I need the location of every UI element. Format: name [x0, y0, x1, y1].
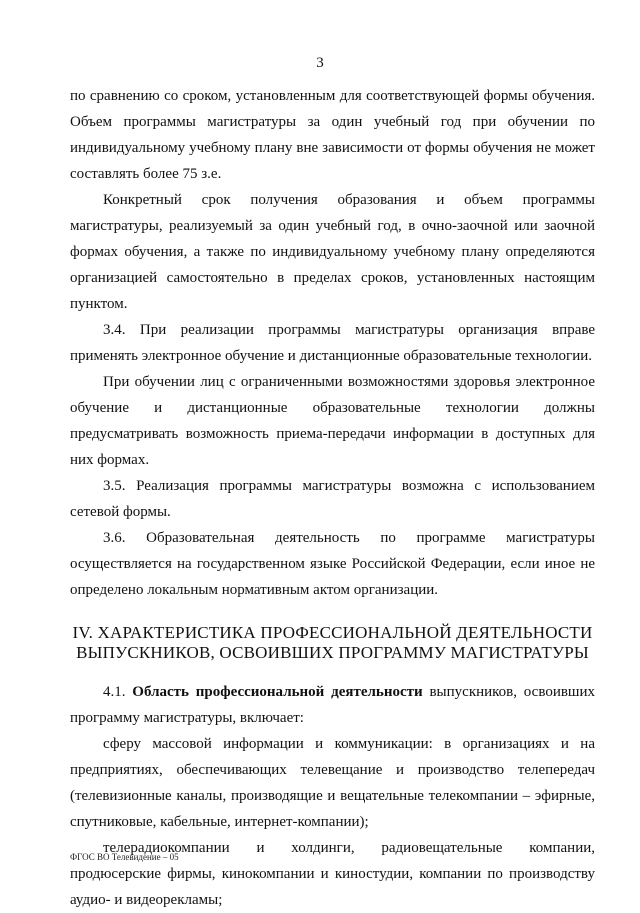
paragraph-4-1 — [70, 679, 595, 731]
section-heading — [70, 623, 595, 663]
paragraph-3-6: 3.6. Образовательная деятельность по программе магистратуры осуществляется на государственном языке Российской Федерации, если иное не определено локальным нормативным актом организации. — [70, 530, 595, 598]
section-heading-line-1: IV. ХАРАКТЕРИСТИКА ПРОФЕССИОНАЛЬНОЙ ДЕЯТЕЛЬНОСТИ — [72, 623, 593, 642]
paragraph-4-1-rest: выпускников, освоивших программу магистратуры, включает: — [70, 684, 596, 726]
page-content — [70, 83, 595, 913]
paragraph-4-1-bold-term: Область профессиональной деятельности — [132, 684, 423, 700]
page-number: 3 — [316, 55, 324, 71]
paragraph-3-5: 3.5. Реализация программы магистратуры возможна с использованием сетевой формы. — [70, 478, 595, 520]
paragraph-3-4: 3.4. При реализации программы магистратуры организация вправе применять электронное обучение и дистанционные образовательные технологии. — [70, 322, 595, 364]
paragraph-broadcasting-companies: телерадиокомпании и холдинги, радиовещательные компании, продюсерские фирмы, кинокомпании и киностудии, компании по производству аудио- и видеорекламы; — [70, 840, 595, 908]
paragraph-disabled-learners: При обучении лиц с ограниченными возможностями здоровья электронное обучение и дистанционные образовательные технологии должны предусматривать возможность приема-передачи информации в доступных для них формах. — [70, 374, 595, 468]
footer-label: ФГОС ВО Телевидение – 05 — [70, 852, 179, 862]
section-heading-line-2: ВЫПУСКНИКОВ, ОСВОИВШИХ ПРОГРАММУ МАГИСТРАТУРЫ — [76, 643, 589, 662]
paragraph-1: по сравнению со сроком, установленным для соответствующей формы обучения. Объем программы магистратуры за один учебный год при обучении по индивидуальному учебному плану вне зависимости от формы обучения не может составлять более 75 з.е. — [70, 88, 595, 182]
paragraph-mass-media: сферу массовой информации и коммуникации: в организациях и на предприятиях, обеспечивающих телевещание и производство телепередач (телевизионные каналы, производящие и вещательные телекомпании – эфирные, спутниковые, кабельные, интернет-компании); — [70, 736, 595, 830]
paragraph-4-1-number: 4.1. — [103, 684, 126, 700]
paragraph-2: Конкретный срок получения образования и объем программы магистратуры, реализуемый за один учебный год, в очно-заочной или заочной формах обучения, а также по индивидуальному учебному плану определяются организацией самостоятельно в пределах сроков, установленных настоящим пунктом. — [70, 192, 595, 312]
